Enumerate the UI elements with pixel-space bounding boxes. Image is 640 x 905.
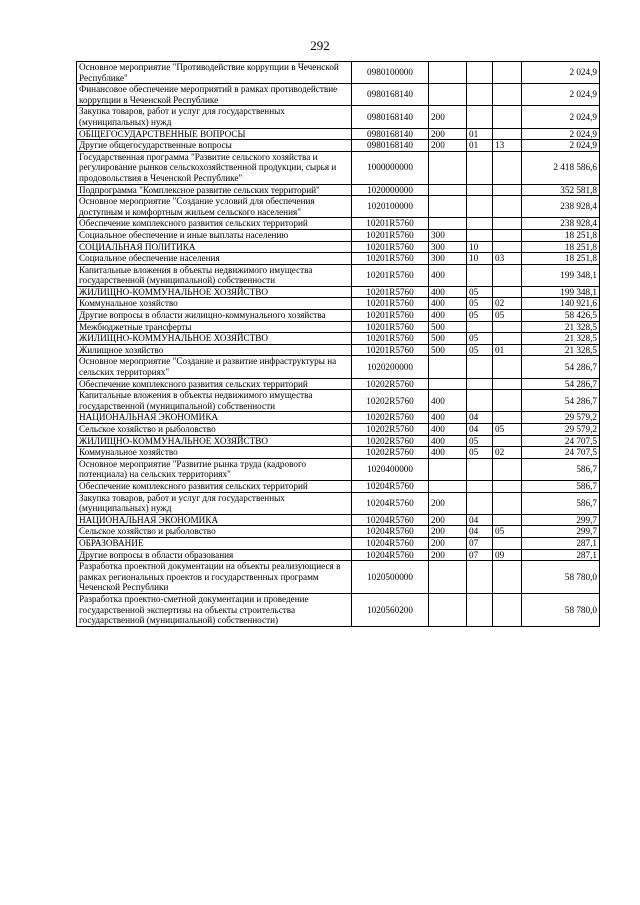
row-code: 10204R5760 xyxy=(352,492,429,514)
row-code: 10201R5760 xyxy=(352,218,429,230)
table-row xyxy=(77,84,600,106)
row-name: НАЦИОНАЛЬНАЯ ЭКОНОМИКА xyxy=(77,412,352,424)
row-code: 10201R5760 xyxy=(352,229,429,241)
row-section: 05 xyxy=(467,310,493,322)
budget-table xyxy=(76,61,600,627)
row-name: Финансовое обеспечение мероприятий в рамках противодействие коррупции в Чеченской Республике xyxy=(77,84,352,106)
row-subsection xyxy=(493,229,522,241)
row-name: Обеспечение комплексного развития сельских территорий xyxy=(77,480,352,492)
row-expense-type xyxy=(429,458,467,480)
row-section xyxy=(467,321,493,333)
row-expense-type xyxy=(429,84,467,106)
table-row xyxy=(77,390,600,412)
row-section: 05 xyxy=(467,435,493,447)
row-section: 01 xyxy=(467,140,493,152)
row-name: ЖИЛИЩНО-КОММУНАЛЬНОЕ ХОЗЯЙСТВО xyxy=(77,286,352,298)
row-section: 05 xyxy=(467,344,493,356)
row-section: 07 xyxy=(467,537,493,549)
table-row xyxy=(77,593,600,626)
row-amount: 2 024,9 xyxy=(522,140,600,152)
row-subsection xyxy=(493,333,522,345)
row-code: 10202R5760 xyxy=(352,435,429,447)
row-code: 10201R5760 xyxy=(352,344,429,356)
row-code: 0980168140 xyxy=(352,84,429,106)
table-row xyxy=(77,298,600,310)
row-amount: 586,7 xyxy=(522,492,600,514)
row-name: Основное мероприятие "Противодействие коррупции в Чеченской Республике" xyxy=(77,62,352,84)
row-name: Капитальные вложения в объекты недвижимого имущества государственной (муниципальной) собственности xyxy=(77,390,352,412)
row-subsection xyxy=(493,561,522,594)
row-amount: 586,7 xyxy=(522,458,600,480)
row-expense-type: 200 xyxy=(429,140,467,152)
row-subsection: 01 xyxy=(493,344,522,356)
row-subsection: 05 xyxy=(493,526,522,538)
row-subsection: 05 xyxy=(493,424,522,436)
row-code: 1020100000 xyxy=(352,196,429,218)
table-row xyxy=(77,378,600,390)
row-expense-type xyxy=(429,480,467,492)
row-expense-type: 200 xyxy=(429,549,467,561)
row-section xyxy=(467,458,493,480)
row-expense-type: 200 xyxy=(429,492,467,514)
row-amount: 24 707,5 xyxy=(522,447,600,459)
row-subsection xyxy=(493,62,522,84)
row-code: 10202R5760 xyxy=(352,378,429,390)
row-section xyxy=(467,218,493,230)
row-section xyxy=(467,264,493,286)
table-row xyxy=(77,435,600,447)
row-subsection xyxy=(493,84,522,106)
row-amount: 299,7 xyxy=(522,514,600,526)
row-amount: 352 581,8 xyxy=(522,184,600,196)
table-row xyxy=(77,526,600,538)
row-subsection xyxy=(493,264,522,286)
row-code: 10201R5760 xyxy=(352,321,429,333)
row-amount: 238 928,4 xyxy=(522,196,600,218)
row-amount: 287,1 xyxy=(522,549,600,561)
row-section xyxy=(467,84,493,106)
row-section: 07 xyxy=(467,549,493,561)
row-amount: 21 328,5 xyxy=(522,333,600,345)
row-expense-type xyxy=(429,196,467,218)
row-code: 10202R5760 xyxy=(352,412,429,424)
row-name: Основное мероприятие "Создание условий для обеспечения доступным и комфортным жильем сельского населения" xyxy=(77,196,352,218)
row-name: Государственная программа "Развитие сельского хозяйства и регулирование рынков сельскохозяйственной продукции, сырья и продовольствия в Чеченской Республике" xyxy=(77,151,352,184)
row-name: Другие вопросы в области образования xyxy=(77,549,352,561)
table-row xyxy=(77,62,600,84)
row-expense-type: 400 xyxy=(429,298,467,310)
row-code: 1020000000 xyxy=(352,184,429,196)
table-row xyxy=(77,286,600,298)
table-row xyxy=(77,412,600,424)
row-expense-type: 200 xyxy=(429,526,467,538)
table-row xyxy=(77,356,600,378)
row-subsection xyxy=(493,184,522,196)
row-amount: 24 707,5 xyxy=(522,435,600,447)
row-amount: 21 328,5 xyxy=(522,344,600,356)
table-row xyxy=(77,196,600,218)
row-expense-type: 400 xyxy=(429,286,467,298)
row-subsection xyxy=(493,412,522,424)
row-expense-type: 400 xyxy=(429,264,467,286)
row-subsection: 03 xyxy=(493,253,522,265)
row-name: НАЦИОНАЛЬНАЯ ЭКОНОМИКА xyxy=(77,514,352,526)
row-code: 10204R5760 xyxy=(352,537,429,549)
row-name: Капитальные вложения в объекты недвижимого имущества государственной (муниципальной) собственности xyxy=(77,264,352,286)
row-section: 04 xyxy=(467,424,493,436)
row-expense-type: 200 xyxy=(429,128,467,140)
row-expense-type: 500 xyxy=(429,344,467,356)
page-number: 292 xyxy=(310,38,330,53)
row-expense-type xyxy=(429,561,467,594)
row-subsection xyxy=(493,480,522,492)
row-amount: 54 286,7 xyxy=(522,378,600,390)
table-row xyxy=(77,218,600,230)
row-subsection: 02 xyxy=(493,298,522,310)
row-code: 10201R5760 xyxy=(352,333,429,345)
row-subsection: 09 xyxy=(493,549,522,561)
row-amount: 140 921,6 xyxy=(522,298,600,310)
table-row xyxy=(77,321,600,333)
row-name: Межбюджетные трансферты xyxy=(77,321,352,333)
row-subsection xyxy=(493,151,522,184)
row-section: 05 xyxy=(467,286,493,298)
row-subsection xyxy=(493,458,522,480)
row-code: 1020500000 xyxy=(352,561,429,594)
row-code: 10201R5760 xyxy=(352,298,429,310)
table-row xyxy=(77,253,600,265)
row-subsection xyxy=(493,286,522,298)
row-expense-type: 400 xyxy=(429,412,467,424)
table-row xyxy=(77,344,600,356)
row-subsection xyxy=(493,435,522,447)
row-subsection xyxy=(493,492,522,514)
row-name: Основное мероприятие "Создание и развитие инфраструктуры на сельских территориях" xyxy=(77,356,352,378)
row-amount: 199 348,1 xyxy=(522,286,600,298)
table-row xyxy=(77,537,600,549)
row-name: Подпрограмма "Комплексное развитие сельских территорий" xyxy=(77,184,352,196)
row-section: 05 xyxy=(467,333,493,345)
row-amount: 54 286,7 xyxy=(522,356,600,378)
row-amount: 2 024,9 xyxy=(522,62,600,84)
row-name: Обеспечение комплексного развития сельских территорий xyxy=(77,218,352,230)
row-section xyxy=(467,62,493,84)
row-section: 10 xyxy=(467,253,493,265)
row-section: 04 xyxy=(467,514,493,526)
row-name: ЖИЛИЩНО-КОММУНАЛЬНОЕ ХОЗЯЙСТВО xyxy=(77,435,352,447)
row-code: 10204R5760 xyxy=(352,549,429,561)
row-amount: 18 251,8 xyxy=(522,241,600,253)
row-expense-type: 400 xyxy=(429,390,467,412)
row-subsection xyxy=(493,514,522,526)
row-subsection xyxy=(493,537,522,549)
row-name: Другие вопросы в области жилищно-коммунального хозяйства xyxy=(77,310,352,322)
row-expense-type xyxy=(429,593,467,626)
row-name: ОБРАЗОВАНИЕ xyxy=(77,537,352,549)
row-amount: 2 024,9 xyxy=(522,128,600,140)
row-section: 04 xyxy=(467,412,493,424)
row-expense-type: 400 xyxy=(429,310,467,322)
row-expense-type: 300 xyxy=(429,253,467,265)
table-row xyxy=(77,184,600,196)
row-code: 10204R5760 xyxy=(352,526,429,538)
row-subsection xyxy=(493,218,522,230)
row-section: 05 xyxy=(467,447,493,459)
row-code: 10201R5760 xyxy=(352,286,429,298)
row-name: Закупка товаров, работ и услуг для государственных (муниципальных) нужд xyxy=(77,492,352,514)
row-expense-type xyxy=(429,184,467,196)
row-code: 10202R5760 xyxy=(352,447,429,459)
table-row xyxy=(77,424,600,436)
row-section xyxy=(467,356,493,378)
table-row xyxy=(77,241,600,253)
row-code: 10201R5760 xyxy=(352,253,429,265)
row-section xyxy=(467,184,493,196)
row-expense-type xyxy=(429,356,467,378)
row-amount: 58 426,5 xyxy=(522,310,600,322)
row-section: 05 xyxy=(467,298,493,310)
row-name: Обеспечение комплексного развития сельских территорий xyxy=(77,378,352,390)
row-amount: 238 928,4 xyxy=(522,218,600,230)
table-row xyxy=(77,310,600,322)
row-section xyxy=(467,390,493,412)
row-code: 0980168140 xyxy=(352,140,429,152)
row-code: 1020560200 xyxy=(352,593,429,626)
row-code: 10201R5760 xyxy=(352,310,429,322)
row-expense-type: 200 xyxy=(429,106,467,128)
row-amount: 586,7 xyxy=(522,480,600,492)
row-code: 10202R5760 xyxy=(352,390,429,412)
row-expense-type: 200 xyxy=(429,537,467,549)
row-subsection xyxy=(493,321,522,333)
row-code: 10201R5760 xyxy=(352,241,429,253)
row-section xyxy=(467,492,493,514)
row-amount: 58 780,0 xyxy=(522,561,600,594)
table-row xyxy=(77,561,600,594)
row-name: Закупка товаров, работ и услуг для государственных (муниципальных) нужд xyxy=(77,106,352,128)
row-subsection xyxy=(493,378,522,390)
table-row xyxy=(77,492,600,514)
row-section xyxy=(467,480,493,492)
table-row xyxy=(77,229,600,241)
table-row xyxy=(77,549,600,561)
row-code: 10204R5760 xyxy=(352,514,429,526)
row-name: Социальное обеспечение и иные выплаты населению xyxy=(77,229,352,241)
row-subsection xyxy=(493,390,522,412)
table-row xyxy=(77,447,600,459)
row-subsection: 05 xyxy=(493,310,522,322)
row-section xyxy=(467,151,493,184)
row-section xyxy=(467,378,493,390)
row-subsection: 02 xyxy=(493,447,522,459)
row-name: Жилищное хозяйство xyxy=(77,344,352,356)
row-expense-type xyxy=(429,218,467,230)
table-row xyxy=(77,264,600,286)
row-code: 0980168140 xyxy=(352,106,429,128)
row-amount: 54 286,7 xyxy=(522,390,600,412)
row-code: 0980168140 xyxy=(352,128,429,140)
row-name: ОБЩЕГОСУДАРСТВЕННЫЕ ВОПРОСЫ xyxy=(77,128,352,140)
row-code: 10202R5760 xyxy=(352,424,429,436)
row-section: 04 xyxy=(467,526,493,538)
row-amount: 29 579,2 xyxy=(522,424,600,436)
row-amount: 29 579,2 xyxy=(522,412,600,424)
table-row xyxy=(77,140,600,152)
row-amount: 18 251,8 xyxy=(522,253,600,265)
row-subsection xyxy=(493,128,522,140)
row-name: Другие общегосударственные вопросы xyxy=(77,140,352,152)
row-name: Основное мероприятие "Развитие рынка труда (кадрового потенциала) на сельских территориях" xyxy=(77,458,352,480)
table-row xyxy=(77,151,600,184)
row-expense-type: 200 xyxy=(429,514,467,526)
row-expense-type xyxy=(429,378,467,390)
row-section xyxy=(467,229,493,241)
row-code: 1020200000 xyxy=(352,356,429,378)
table-row xyxy=(77,458,600,480)
row-amount: 2 418 586,6 xyxy=(522,151,600,184)
row-section xyxy=(467,196,493,218)
row-name: Сельское хозяйство и рыболовство xyxy=(77,424,352,436)
row-subsection xyxy=(493,356,522,378)
row-amount: 287,1 xyxy=(522,537,600,549)
row-amount: 58 780,0 xyxy=(522,593,600,626)
row-code: 0980100000 xyxy=(352,62,429,84)
row-amount: 18 251,8 xyxy=(522,229,600,241)
table-row xyxy=(77,106,600,128)
row-expense-type: 400 xyxy=(429,435,467,447)
row-subsection xyxy=(493,241,522,253)
row-amount: 199 348,1 xyxy=(522,264,600,286)
row-section xyxy=(467,106,493,128)
row-expense-type: 300 xyxy=(429,229,467,241)
row-section: 01 xyxy=(467,128,493,140)
row-expense-type xyxy=(429,151,467,184)
row-name: СОЦИАЛЬНАЯ ПОЛИТИКА xyxy=(77,241,352,253)
budget-table-body xyxy=(77,62,600,627)
row-name: Коммунальное хозяйство xyxy=(77,447,352,459)
row-subsection: 13 xyxy=(493,140,522,152)
row-code: 1000000000 xyxy=(352,151,429,184)
table-row xyxy=(77,480,600,492)
row-expense-type: 300 xyxy=(429,241,467,253)
row-section xyxy=(467,561,493,594)
table-row xyxy=(77,128,600,140)
row-expense-type: 400 xyxy=(429,424,467,436)
row-amount: 21 328,5 xyxy=(522,321,600,333)
row-expense-type: 500 xyxy=(429,321,467,333)
row-code: 1020400000 xyxy=(352,458,429,480)
row-amount: 299,7 xyxy=(522,526,600,538)
table-row xyxy=(77,333,600,345)
row-name: ЖИЛИЩНО-КОММУНАЛЬНОЕ ХОЗЯЙСТВО xyxy=(77,333,352,345)
row-section xyxy=(467,593,493,626)
table-row xyxy=(77,514,600,526)
row-expense-type xyxy=(429,62,467,84)
row-name: Социальное обеспечение населения xyxy=(77,253,352,265)
row-amount: 2 024,9 xyxy=(522,84,600,106)
row-expense-type: 500 xyxy=(429,333,467,345)
row-amount: 2 024,9 xyxy=(522,106,600,128)
row-code: 10204R5760 xyxy=(352,480,429,492)
row-subsection xyxy=(493,106,522,128)
row-name: Сельское хозяйство и рыболовство xyxy=(77,526,352,538)
row-subsection xyxy=(493,593,522,626)
row-name: Разработка проектно-сметной документации и проведение государственной экспертизы на объекты строительства государственной (муниципальной) собственности) xyxy=(77,593,352,626)
row-name: Разработка проектной документации на объекты реализующиеся в рамках региональных проектов и государственных программ Чеченской Республики xyxy=(77,561,352,594)
row-code: 10201R5760 xyxy=(352,264,429,286)
row-name: Коммунальное хозяйство xyxy=(77,298,352,310)
row-subsection xyxy=(493,196,522,218)
row-section: 10 xyxy=(467,241,493,253)
row-expense-type: 400 xyxy=(429,447,467,459)
